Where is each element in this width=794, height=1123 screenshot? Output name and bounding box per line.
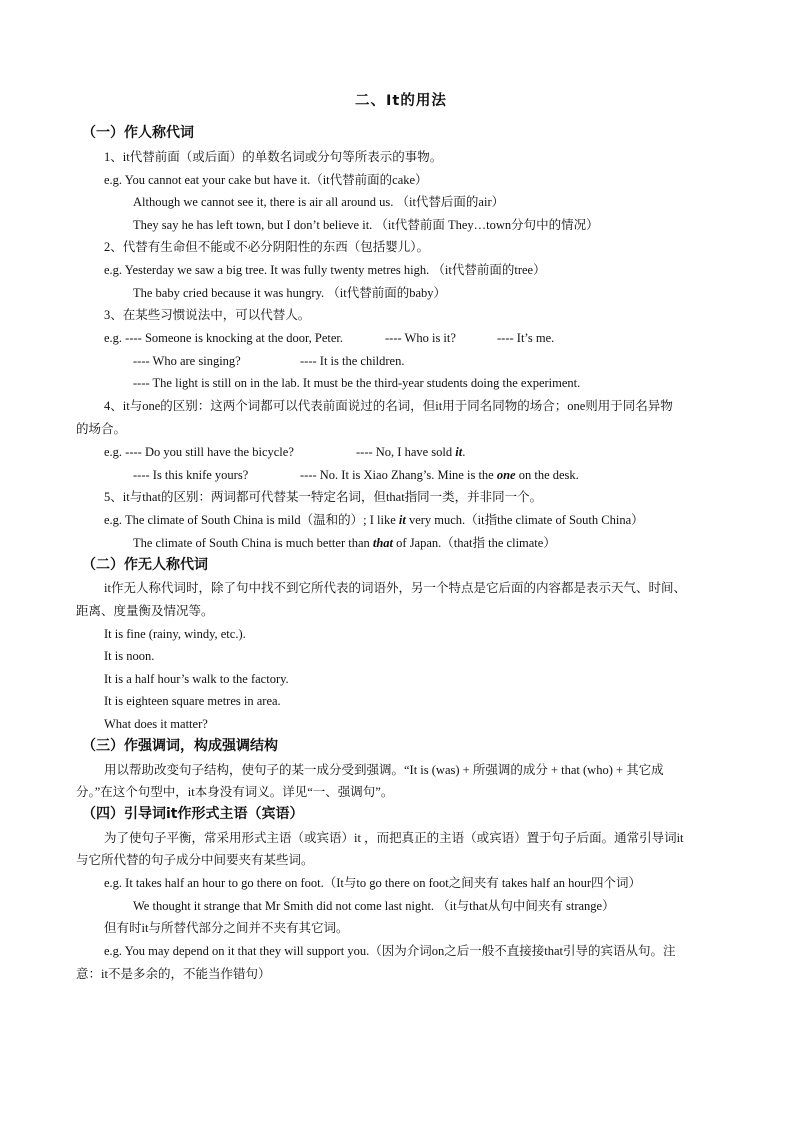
section-heading-2: （二）作无人称代词 <box>82 557 208 573</box>
example-line: It is fine (rainy, windy, etc.). <box>104 627 246 641</box>
dialogue-line: ---- It is the children. <box>300 354 405 368</box>
text-run: e.g. The climate of South China is mild（温和的）; I like <box>104 513 399 527</box>
dialogue-line: ---- The light is still on in the lab. It must be the third-year students doing the experiment. <box>133 376 581 390</box>
page-title: 二、It的用法 <box>355 93 447 109</box>
emphasis-text: one <box>496 468 516 482</box>
text-run: of Japan.（that指 the climate） <box>393 536 556 550</box>
emphasis-text: it <box>455 445 463 459</box>
example-line <box>133 535 556 552</box>
text-run: on the desk. <box>515 468 579 482</box>
example-line: The baby cried because it was hungry. （it代替前面的baby） <box>133 286 447 300</box>
item-5: 5、it与that的区别：两词都可代替某一特定名词，但that指同一类，并非同一个。 <box>104 490 543 504</box>
dialogue-line: ---- It’s me. <box>497 331 555 345</box>
example-line: It is a half hour’s walk to the factory. <box>104 672 289 686</box>
paragraph-line: 用以帮助改变句子结构，使句子的某一成分受到强调。“It is (was) + 所强调的成分 + that (who) + 其它成 <box>104 763 664 777</box>
item-4-continued: 的场合。 <box>76 422 127 436</box>
dialogue-line <box>356 444 465 461</box>
paragraph-line: 为了使句子平衡，常采用形式主语（或宾语）it ，而把真正的主语（或宾语）置于句子后面。通常引导词it <box>104 831 684 845</box>
text-run: ---- No. It is Xiao Zhang’s. Mine is the <box>300 468 497 482</box>
example-line-continued: 意：it不是多余的，不能当作错句） <box>76 967 271 981</box>
text-run: The climate of South China is much better than <box>133 536 373 550</box>
example-line: They say he has left town, but I don’t believe it. （it代替前面 They…town分句中的情况） <box>133 218 599 232</box>
text-run: . <box>462 445 466 459</box>
paragraph-line: 但有时it与所替代部分之间并不夹有其它词。 <box>104 921 349 935</box>
paragraph-line: 距离、度量衡及情况等。 <box>76 604 214 618</box>
section-heading-3: （三）作强调词，构成强调结构 <box>82 738 278 754</box>
text-run: ---- No, I have sold <box>356 445 456 459</box>
dialogue-line: e.g. ---- Someone is knocking at the door, Peter. <box>104 331 344 345</box>
example-line: What does it matter? <box>104 717 208 731</box>
dialogue-line: ---- Is this knife yours? <box>133 468 249 482</box>
example-line: e.g. You may depend on it that they will support you.（因为介词on之后一般不直接接that引导的宾语从句。注 <box>104 944 676 958</box>
section-heading-4: （四）引导词it作形式主语（宾语） <box>82 806 304 822</box>
example-line: We thought it strange that Mr Smith did not come last night. （it与that从句中间夹有 strange） <box>133 899 615 913</box>
example-line: Although we cannot see it, there is air all around us. （it代替后面的air） <box>133 195 505 209</box>
example-line: It is eighteen square metres in area. <box>104 694 281 708</box>
example-line: It is noon. <box>104 649 155 663</box>
example-line <box>104 512 644 529</box>
item-3: 3、在某些习惯说法中，可以代替人。 <box>104 308 311 322</box>
dialogue-line: e.g. ---- Do you still have the bicycle? <box>104 445 294 459</box>
example-line: e.g. Yesterday we saw a big tree. It was fully twenty metres high. （it代替前面的tree） <box>104 263 546 277</box>
item-2: 2、代替有生命但不能或不必分阴阳性的东西（包括婴儿）。 <box>104 240 430 254</box>
emphasis-text: that <box>372 536 394 550</box>
paragraph-line: it作无人称代词时，除了句中找不到它所代表的词语外，另一个特点是它后面的内容都是表示天气、时间、 <box>104 581 686 595</box>
example-line: e.g. It takes half an hour to go there on foot.（It与to go there on foot之间夹有 takes half an hour四个词） <box>104 876 642 890</box>
paragraph-line: 与它所代替的句子成分中间要夹有某些词。 <box>76 853 314 867</box>
dialogue-line <box>300 467 579 484</box>
dialogue-line: ---- Who is it? <box>385 331 456 345</box>
dialogue-line: ---- Who are singing? <box>133 354 241 368</box>
paragraph-line: 分。”在这个句型中，it本身没有词义。详见“一、强调句”。 <box>76 785 394 799</box>
text-run: very much.（it指the climate of South China） <box>405 513 644 527</box>
example-line: e.g. You cannot eat your cake but have it.（it代替前面的cake） <box>104 173 428 187</box>
emphasis-text: it <box>398 513 406 527</box>
item-4: 4、it与one的区别：这两个词都可以代表前面说过的名词，但it用于同名同物的场合；one则用于同名异物 <box>104 399 673 413</box>
item-1: 1、it代替前面（或后面）的单数名词或分句等所表示的事物。 <box>104 150 443 164</box>
section-heading-1: （一）作人称代词 <box>82 125 194 141</box>
